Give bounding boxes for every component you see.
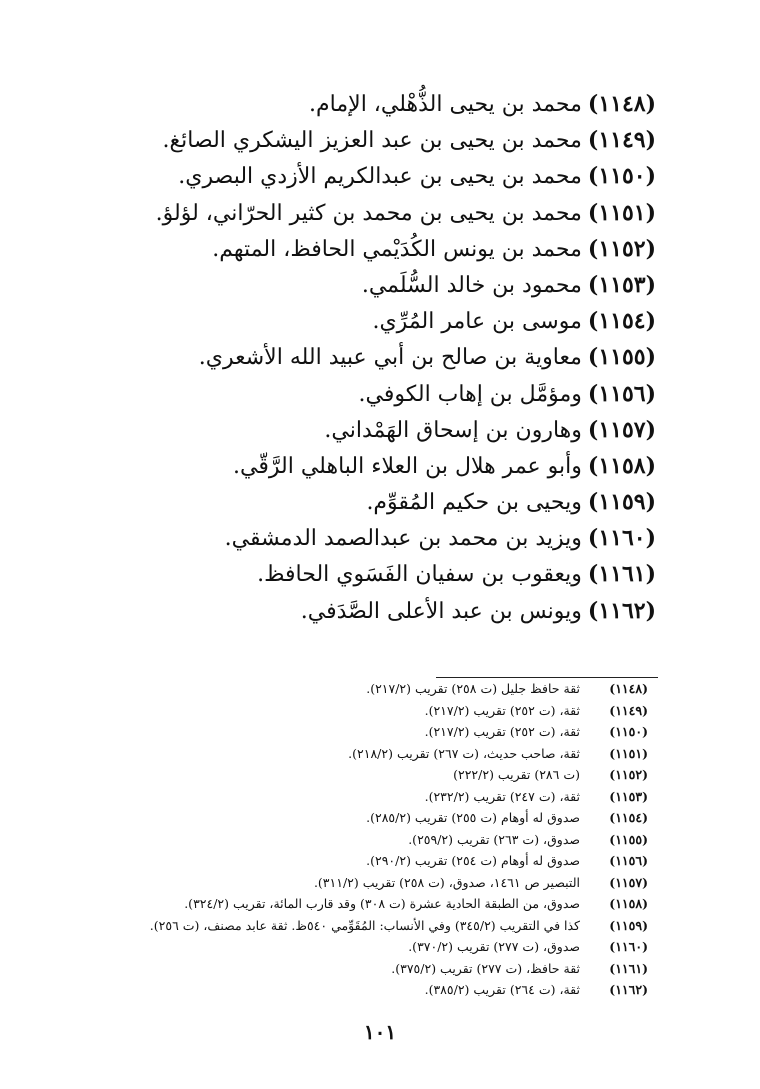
narrator-entry <box>96 339 656 375</box>
footnote-number: (١١٥٨) <box>609 896 648 911</box>
footnote-text: ثقة، (ت ٢٥٢) تقريب (٢١٧/٢). <box>424 702 580 718</box>
entry-text: محمد بن يحيى الذُّهْلي، الإمام. <box>309 92 582 117</box>
entry-text: محمد بن يحيى بن عبدالكريم الأزدي البصري. <box>178 164 582 190</box>
entry-text: محمد بن يونس الكُدَيْمي الحافظ، المتهم. <box>212 236 582 262</box>
footnote-text: صدوق، من الطبقة الحادية عشرة (ت ٣٠٨) وقد قارب المائة، تقريب (٣٢٤/٢). <box>184 896 580 911</box>
footnote-text: ثقة حافظ جليل (ت ٢٥٨) تقريب (٢١٧/٢). <box>366 681 580 696</box>
footnote <box>8 829 648 851</box>
narrator-entry <box>96 520 656 556</box>
narrator-entry <box>96 556 656 592</box>
entry-text: معاوية بن صالح بن أبي عبيد الله الأشعري. <box>198 345 582 371</box>
entry-number: (١١٦٠) <box>587 525 656 552</box>
entry-text: ومؤمَّل بن إهاب الكوفي. <box>358 381 582 407</box>
footnote <box>8 958 648 980</box>
narrator-entry <box>96 86 656 122</box>
footnote <box>8 915 648 937</box>
footnote-text: كذا في التقريب (٣٤٥/٢) وفي الأنساب: المُقَوِّمي ٥٤٠ظ. ثقة عابد مصنف، (ت ٢٥٦). <box>149 917 580 933</box>
narrator-entry <box>96 593 656 629</box>
entry-text: ويزيد بن محمد بن عبدالصمد الدمشقي. <box>224 526 582 552</box>
page-number: ١٠١ <box>363 1020 397 1044</box>
footnote <box>8 786 648 808</box>
entry-text: محمود بن خالد السُّلَمي. <box>361 272 582 298</box>
footnote-text: ثقة، (ت ٢٤٧) تقريب (٢٣٢/٢). <box>424 788 580 804</box>
footnote <box>8 807 648 829</box>
entry-number: (١١٦٢) <box>587 597 656 624</box>
narrator-entry <box>96 195 656 231</box>
entry-text: ويعقوب بن سفيان الفَسَوي الحافظ. <box>257 562 582 588</box>
entry-text: وهارون بن إسحاق الهَمْداني. <box>324 417 582 443</box>
footnote-number: (١١٥٤) <box>609 810 648 825</box>
entry-number: (١١٦١) <box>587 561 656 588</box>
footnote <box>8 936 648 958</box>
entry-number: (١١٥٨) <box>587 452 656 479</box>
narrator-entry <box>96 267 656 303</box>
entry-number: (١١٥٩) <box>587 489 656 516</box>
footnote-number: (١١٤٨) <box>609 681 648 696</box>
footnote <box>8 893 648 915</box>
entry-number: (١١٤٨) <box>587 91 656 117</box>
entry-text: وأبو عمر هلال بن العلاء الباهلي الرَّقّي. <box>233 453 582 479</box>
footnote-number: (١١٥٥) <box>609 831 648 847</box>
footnote-number: (١١٥٧) <box>609 874 648 890</box>
narrator-entry <box>96 231 656 267</box>
narrator-entry <box>96 412 656 448</box>
footnote-text: التبصير ص ١٤٦١، صدوق، (ت ٢٥٨) تقريب (٣١١/٢). <box>313 874 580 890</box>
entry-text: ويونس بن عبد الأعلى الصَّدَفي. <box>300 598 582 624</box>
entry-number: (١١٤٩) <box>587 127 656 154</box>
footnote-text: ثقة، (ت ٢٦٤) تقريب (٣٨٥/٢). <box>424 982 580 997</box>
entry-number: (١١٥١) <box>587 199 656 226</box>
narrator-entry <box>96 484 656 520</box>
entry-text: محمد بن يحيى بن عبد العزيز اليشكري الصائغ. <box>162 128 582 154</box>
footnote-text: صدوق، (ت ٢٧٧) تقريب (٣٧٠/٢). <box>408 939 580 954</box>
footnote-text: صدوق له أوهام (ت ٢٥٥) تقريب (٢٨٥/٢). <box>366 810 580 825</box>
narrator-entry <box>96 303 656 339</box>
footnote-number: (١١٦٠) <box>609 939 648 954</box>
footnote <box>8 850 648 872</box>
entry-number: (١١٥٠) <box>587 163 656 190</box>
footnote <box>8 872 648 894</box>
footnote-number: (١١٦١) <box>609 960 648 976</box>
entry-text: ويحيى بن حكيم المُقوِّم. <box>366 490 582 516</box>
entry-number: (١١٥٣) <box>587 271 656 298</box>
entry-number: (١١٥٤) <box>587 308 656 335</box>
footnote-list <box>8 678 648 1001</box>
footnote-text: ثقة، (ت ٢٥٢) تقريب (٢١٧/٢). <box>424 724 580 739</box>
footnote-number: (١١٥٦) <box>609 853 648 868</box>
footnote-number: (١١٥٣) <box>609 788 648 804</box>
entry-text: موسى بن عامر المُرِّي. <box>372 309 582 335</box>
footnote-text: صدوق له أوهام (ت ٢٥٤) تقريب (٢٩٠/٢). <box>366 853 580 868</box>
footnote-text: (ت ٢٨٦) تقريب (٢٢٢/٢) <box>453 767 580 782</box>
footnote-text: ثقة حافظ، (ت ٢٧٧) تقريب (٣٧٥/٢). <box>391 960 580 976</box>
footnote-number: (١١٥١) <box>609 745 648 761</box>
footnote-number: (١١٥٢) <box>609 767 648 782</box>
narrator-entry <box>96 158 656 194</box>
footnote <box>8 700 648 722</box>
footnote <box>8 721 648 743</box>
entry-number: (١١٥٥) <box>587 344 656 371</box>
footnote-number: (١١٤٩) <box>609 702 648 718</box>
footnote-text: ثقة، صاحب حديث، (ت ٢٦٧) تقريب (٢١٨/٢). <box>348 745 580 761</box>
entry-number: (١١٥٢) <box>587 235 656 262</box>
footnote-number: (١١٥٩) <box>609 917 648 933</box>
footnote-text: صدوق، (ت ٢٦٣) تقريب (٢٥٩/٢). <box>408 831 580 847</box>
footnote-number: (١١٥٠) <box>609 724 648 739</box>
entry-text: محمد بن يحيى بن محمد بن كثير الحرّاني، لؤلؤ. <box>155 200 582 226</box>
footnote-number: (١١٦٢) <box>609 982 648 997</box>
footnote <box>8 764 648 786</box>
footnote <box>8 743 648 765</box>
footnote <box>8 678 648 700</box>
narrator-list <box>96 86 656 629</box>
entry-number: (١١٥٧) <box>587 416 656 443</box>
narrator-entry <box>96 448 656 484</box>
entry-number: (١١٥٦) <box>587 380 656 407</box>
narrator-entry <box>96 376 656 412</box>
footnote <box>8 979 648 1001</box>
narrator-entry <box>96 122 656 158</box>
